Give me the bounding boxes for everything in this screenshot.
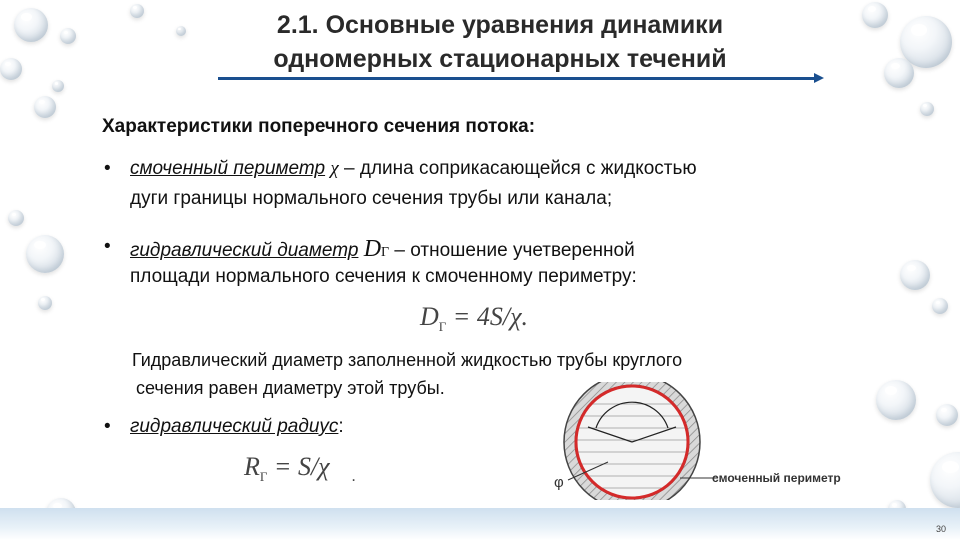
term-wetted-perimeter: смоченный периметр <box>130 158 326 179</box>
water-drop-decoration <box>52 80 64 92</box>
symbol-d: D <box>363 236 382 262</box>
formula-rhs: = S/χ <box>267 452 330 481</box>
slide-title <box>190 8 810 76</box>
formula-rhs: = 4S/χ. <box>446 302 529 331</box>
page-number: 30 <box>935 524 946 534</box>
water-drop-decoration <box>900 260 930 290</box>
water-drop-decoration <box>884 58 914 88</box>
bullet-text-line2: дуги границы нормального сечения трубы или канала; <box>130 188 613 209</box>
title-line-1: 2.1. Основные уравнения динамики <box>276 11 724 39</box>
formula-lhs-sub: Г <box>259 469 268 485</box>
water-drop-decoration <box>932 298 948 314</box>
note-line-2: сечения равен диаметру этой трубы. <box>136 378 445 398</box>
title-underline <box>218 77 816 80</box>
water-drop-decoration <box>38 296 52 310</box>
water-drop-decoration <box>26 235 64 273</box>
water-drop-decoration <box>876 380 916 420</box>
term-hydraulic-diameter: гидравлический диаметр <box>130 240 359 261</box>
formula-lhs: D <box>420 302 439 331</box>
water-drop-decoration <box>14 8 48 42</box>
formula-radius-period: . <box>352 468 356 485</box>
water-drop-decoration <box>8 210 24 226</box>
term-hydraulic-radius: гидравлический радиус <box>130 416 339 437</box>
footer-band <box>0 508 960 540</box>
wetted-perimeter-label: смоченный периметр <box>712 471 841 485</box>
title-line-2: одномерных стационарных течений <box>273 45 727 73</box>
bullet-marker: • <box>104 416 111 437</box>
water-drop-decoration <box>936 404 958 426</box>
phi-label: φ <box>554 474 564 491</box>
symbol-chi: χ <box>330 158 339 179</box>
pipe-cross-section-figure <box>548 382 868 500</box>
bullet-colon: : <box>338 416 344 437</box>
section-heading: Характеристики поперечного сечения потока: <box>102 116 536 137</box>
bullet-wetted-perimeter <box>130 158 697 180</box>
water-drop-decoration <box>176 26 186 36</box>
bullet-text: – отношение учетверенной <box>389 240 635 261</box>
water-drop-decoration <box>0 58 22 80</box>
water-drop-decoration <box>920 102 934 116</box>
bullet-marker: • <box>104 236 111 257</box>
bullet-text: – длина соприкасающейся с жидкостью <box>338 158 697 179</box>
symbol-sub: Г <box>381 245 390 260</box>
bullet-hydraulic-radius <box>130 416 344 438</box>
water-drop-decoration <box>130 4 144 18</box>
water-drop-decoration <box>34 96 56 118</box>
bullet-marker: • <box>104 158 111 179</box>
bullet-hydraulic-diameter <box>130 236 635 263</box>
note-line-1: Гидравлический диаметр заполненной жидкостью трубы круглого <box>132 350 683 370</box>
title-arrow-icon <box>814 73 824 83</box>
water-drop-decoration <box>930 452 960 508</box>
bullet-text-line2: площади нормального сечения к смоченному периметру: <box>130 266 637 287</box>
formula-lhs-sub: Г <box>438 319 447 335</box>
water-drop-decoration <box>60 28 76 44</box>
formula-hydraulic-diameter <box>420 302 528 335</box>
formula-hydraulic-radius <box>244 452 330 485</box>
water-drop-decoration <box>862 2 888 28</box>
formula-lhs: R <box>244 452 260 481</box>
